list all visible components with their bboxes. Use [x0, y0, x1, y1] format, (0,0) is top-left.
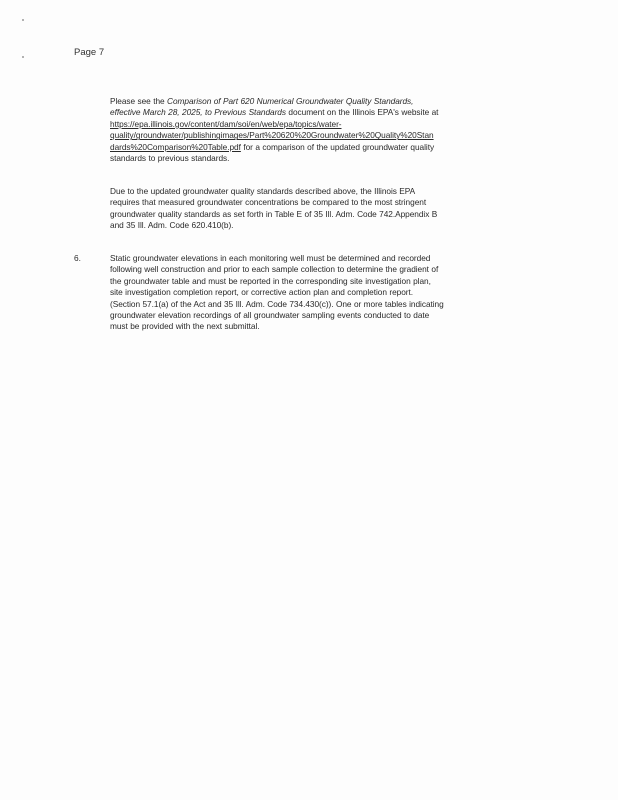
- paragraph-line: groundwater elevation recordings of all groundwater sampling events conducted to date: [110, 310, 430, 321]
- document-title-italic: Comparison of Part 620 Numerical Groundwater Quality Standards,: [167, 96, 414, 106]
- comparison-link-line[interactable]: quality/groundwater/publishingimages/Part%20620%20Groundwater%20Quality%20Stan: [110, 130, 434, 141]
- paragraph-line: site investigation completion report, or corrective action plan and completion report.: [110, 287, 414, 298]
- scan-speck: [22, 19, 24, 21]
- comparison-link-line[interactable]: https://epa.illinois.gov/content/dam/soi/en/web/epa/topics/water-: [110, 118, 342, 129]
- updated-standards-paragraph: [110, 186, 528, 232]
- groundwater-elevation-paragraph: [110, 253, 528, 333]
- paragraph-line: [110, 107, 528, 118]
- paragraph-line: [110, 96, 528, 107]
- text-run: Please see the: [110, 96, 168, 106]
- paragraph-line: [110, 142, 528, 153]
- text-run: document on the Illinois EPA's website at: [285, 107, 439, 118]
- standards-comparison-paragraph: [110, 96, 528, 164]
- text-run: for a comparison of the updated groundwater quality: [240, 141, 435, 152]
- paragraph-line: following well construction and prior to each sample collection to determine the gradient of: [110, 264, 439, 275]
- paragraph-line: (Section 57.1(a) of the Act and 35 Ill. Adm. Code 734.430(c)). One or more tables indicating: [110, 298, 444, 309]
- paragraph-line: the groundwater table and must be reported in the corresponding site investigation plan,: [110, 275, 431, 286]
- scan-speck: [22, 56, 24, 58]
- paragraph-line: Static groundwater elevations in each monitoring well must be determined and recorded: [110, 253, 431, 263]
- paragraph-line: must be provided with the next submittal.: [110, 321, 260, 332]
- paragraph-line: Due to the updated groundwater quality standards described above, the Illinois EPA: [110, 186, 416, 196]
- document-title-italic: effective March 28, 2025, to Previous Standards: [110, 107, 286, 118]
- page-number-label: Page 7: [74, 47, 105, 58]
- paragraph-line: and 35 Ill. Adm. Code 620.410(b).: [110, 220, 234, 231]
- comparison-link-line[interactable]: dards%20Comparison%20Table.pdf: [110, 141, 241, 152]
- paragraph-line: requires that measured groundwater concentrations be compared to the most stringent: [110, 197, 427, 208]
- item-number: 6.: [74, 253, 81, 263]
- paragraph-line: standards to previous standards.: [110, 153, 230, 164]
- paragraph-line: groundwater quality standards as set forth in Table E of 35 Ill. Adm. Code 742.Appendix B: [110, 208, 438, 219]
